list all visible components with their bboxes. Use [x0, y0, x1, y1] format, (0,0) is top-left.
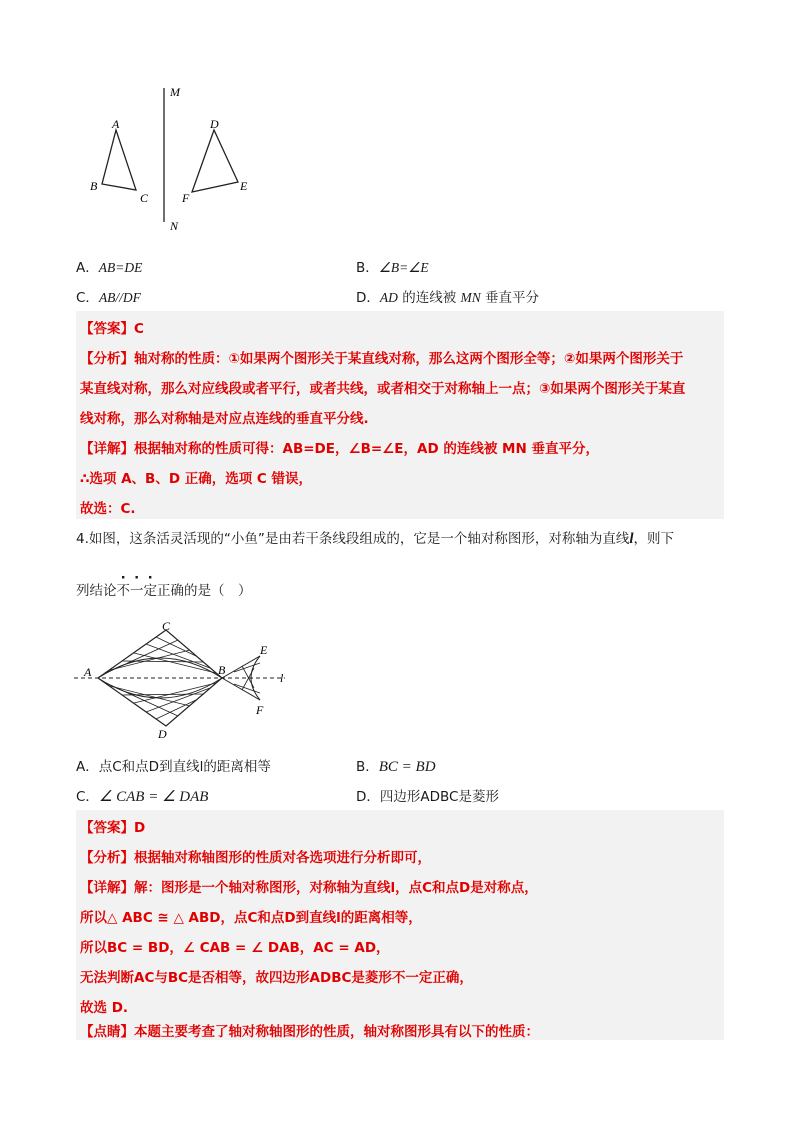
- label-C: C: [140, 191, 149, 205]
- q4-detail-line3: 所以BC = BD，∠ CAB = ∠ DAB，AC = AD，: [80, 940, 390, 956]
- q3-option-b: B．∠B=∠E: [356, 260, 429, 276]
- q3-analysis-line2: 某直线对称，那么对应线段或者平行，或者共线，或者相交于对称轴上一点；③如果两个图形关于某直: [80, 381, 686, 397]
- q3-detail-line3: 故选：C.: [80, 501, 136, 517]
- label-D: D: [158, 727, 167, 740]
- q3-analysis-line1: 【分析】轴对称的性质：①如果两个图形关于某直线对称，那么这两个图形全等；②如果两个图形关于: [80, 351, 684, 367]
- q4-option-d: D．四边形ADBC是菱形: [356, 789, 499, 805]
- label-C: C: [162, 619, 171, 633]
- q3-option-c: C．AB//DF: [76, 290, 141, 306]
- label-E: E: [260, 643, 268, 657]
- label-A: A: [84, 665, 92, 679]
- label-F: F: [182, 191, 190, 205]
- q3-option-a: A．AB=DE: [76, 260, 143, 276]
- q4-option-b: B．BC = BD: [356, 759, 436, 775]
- label-F: F: [256, 703, 264, 717]
- q3-detail-line1: 【详解】根据轴对称的性质可得：AB=DE，∠B=∠E，AD 的连线被 MN 垂直平分，: [80, 441, 599, 457]
- q4-detail-line2: 所以△ ABC ≅ △ ABD，点C和点D到直线l的距离相等，: [80, 910, 422, 926]
- q4-option-c: C．∠ CAB = ∠ DAB: [76, 789, 209, 805]
- label-B: B: [218, 663, 226, 677]
- label-N: N: [170, 219, 179, 233]
- label-B: B: [90, 179, 98, 193]
- q4-stem-line1: 4.如图，这条活灵活现的“小鱼”是由若干条线段组成的，它是一个轴对称图形，对称轴为直线l，则下: [76, 531, 675, 547]
- q4-stem-line2: 列结论不一定正确的是（ ）: [76, 583, 252, 599]
- q3-option-d: D．AD 的连线被 MN 垂直平分: [356, 290, 540, 306]
- label-A: A: [112, 117, 120, 131]
- emphasis-char: 不: [116, 583, 130, 599]
- emphasis-char: 定: [143, 583, 157, 599]
- emphasis-char: 一: [130, 583, 144, 599]
- label-M: M: [170, 85, 180, 99]
- label-E: E: [240, 179, 248, 193]
- q4-detail-line1: 【详解】解：图形是一个轴对称图形，对称轴为直线l，点C和点D是对称点，: [80, 880, 538, 896]
- label-D: D: [210, 117, 219, 131]
- q3-answer: 【答案】C: [80, 321, 144, 337]
- q4-answer: 【答案】D: [80, 820, 146, 836]
- q4-analysis: 【分析】根据轴对称轴图形的性质对各选项进行分析即可，: [80, 850, 431, 866]
- q4-option-a: A．点C和点D到直线l的距离相等: [76, 759, 271, 775]
- figure-triangles-mn: [80, 80, 280, 235]
- q3-solution-box: [76, 311, 724, 519]
- q4-comment: 【点睛】本题主要考查了轴对称轴图形的性质，轴对称图形具有以下的性质：: [80, 1024, 539, 1040]
- figure-fish: [70, 618, 300, 740]
- q4-detail-line5: 故选 D.: [80, 1000, 129, 1016]
- q4-detail-line4: 无法判断AC与BC是否相等，故四边形ADBC是菱形不一定正确，: [80, 970, 473, 986]
- label-l: l: [280, 671, 284, 685]
- q3-analysis-line3: 线对称，那么对称轴是对应点连线的垂直平分线.: [80, 411, 369, 427]
- q3-detail-line2: ∴选项 A、B、D 正确，选项 C 错误，: [80, 471, 313, 487]
- q4-solution-box: [76, 810, 724, 1040]
